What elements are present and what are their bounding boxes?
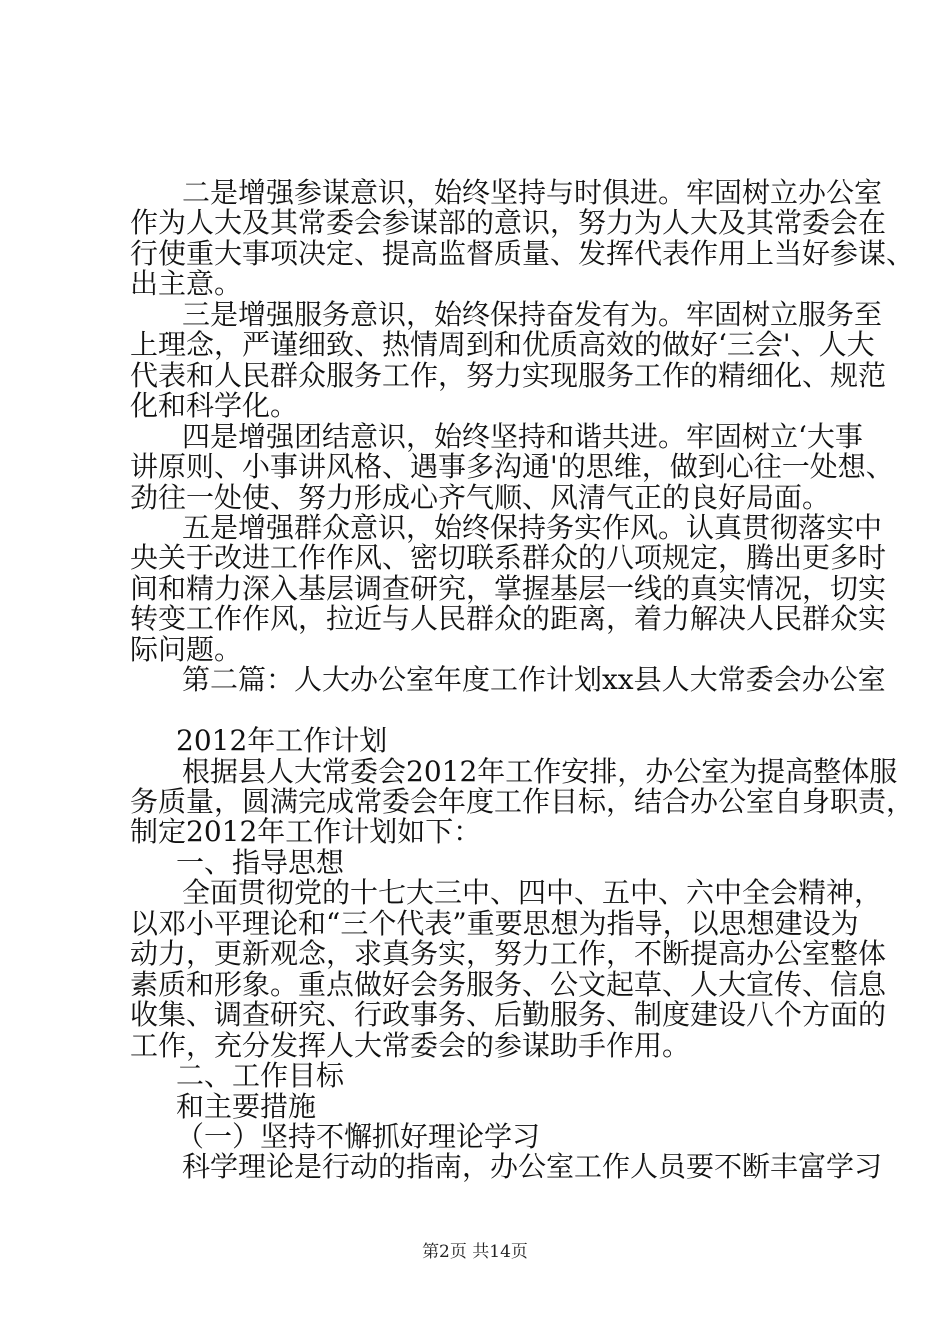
text-line: 代表和人民群众服务工作，努力实现服务工作的精细化、规范 [130, 359, 887, 392]
text-line: 工作，充分发挥人大常委会的参谋助手作用。 [130, 1029, 691, 1062]
text-line: 务质量，圆满完成常委会年度工作目标，结合办公室自身职责， [130, 785, 915, 818]
text-line: 上理念，严谨细致、热情周到和优质高效的做好‘三会'、人大 [130, 328, 875, 361]
text-line: 劲往一处使、努力形成心齐气顺、风清气正的良好局面。 [130, 481, 831, 514]
text-line: 三是增强服务意识，始终保持奋发有为。牢固树立服务至 [182, 298, 883, 331]
text-line: 作为人大及其常委会参谋部的意识，努力为人大及其常委会在 [130, 206, 887, 239]
text-line: 出主意。 [130, 267, 243, 300]
text-line: 化和科学化。 [130, 389, 299, 422]
section-heading: 和主要措施 [176, 1090, 317, 1123]
section-heading: 第二篇：人大办公室年度工作计划xx县人大常委会办公室 [182, 663, 886, 696]
subsection-heading: （一）坚持不懈抓好理论学习 [176, 1120, 541, 1153]
text-line: 间和精力深入基层调查研究，掌握基层一线的真实情况，切实 [130, 572, 887, 605]
text-line: 转变工作作风，拉近与人民群众的距离，着力解决人民群众实 [130, 602, 887, 635]
text-line: 科学理论是行动的指南，办公室工作人员要不断丰富学习 [182, 1150, 883, 1183]
text-line: 动力，更新观念，求真务实，努力工作，不断提高办公室整体 [130, 937, 887, 970]
text-line: 制定2012年工作计划如下： [130, 815, 482, 848]
page-number: 第2页 共14页 [422, 1242, 528, 1262]
text-line: 五是增强群众意识，始终保持务实作风。认真贯彻落实中 [182, 511, 883, 544]
text-line: 二是增强参谋意识，始终坚持与时俱进。牢固树立办公室 [182, 176, 883, 209]
section-heading: 一、指导思想 [176, 846, 345, 879]
text-line: 讲原则、小事讲风格、遇事多沟通'的思维，做到心往一处想、 [130, 450, 894, 483]
text-line: 央关于改进工作作风、密切联系群众的八项规定，腾出更多时 [130, 541, 887, 574]
text-line: 行使重大事项决定、提高监督质量、发挥代表作用上当好参谋、 [130, 237, 915, 270]
text-line: 素质和形象。重点做好会务服务、公文起草、人大宣传、信息 [130, 968, 887, 1001]
text-line: 收集、调查研究、行政事务、后勤服务、制度建设八个方面的 [130, 998, 887, 1031]
text-line: 际问题。 [130, 633, 243, 666]
text-line: 全面贯彻党的十七大三中、四中、五中、六中全会精神， [182, 876, 883, 909]
section-heading: 二、工作目标 [176, 1059, 345, 1092]
section-heading: 2012年工作计划 [176, 724, 388, 757]
text-line: 根据县人大常委会2012年工作安排，办公室为提高整体服 [182, 755, 898, 788]
text-line: 四是增强团结意识，始终坚持和谐共进。牢固树立‘大事 [182, 420, 863, 453]
text-line: 以邓小平理论和“三个代表”重要思想为指导，以思想建设为 [130, 907, 859, 940]
